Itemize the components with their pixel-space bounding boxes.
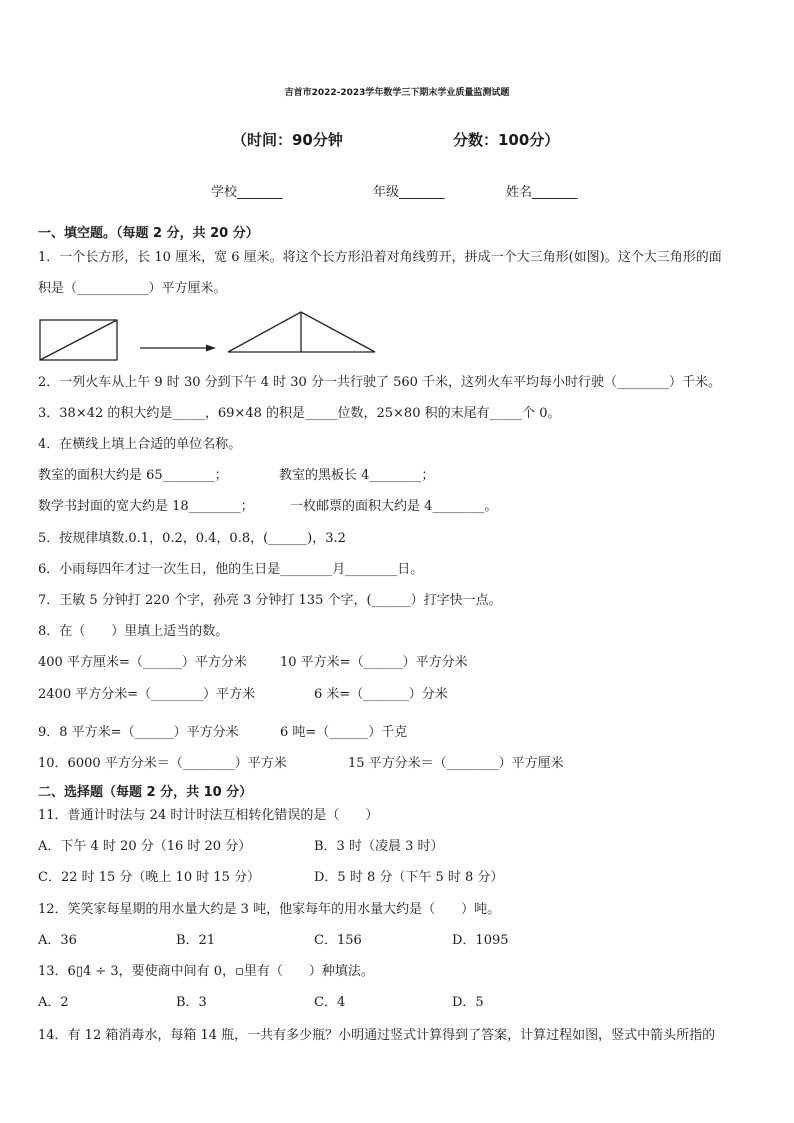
question-3: 3．38×42 的积大约是_____，69×48 的积是_____位数，25×80 积的末尾有_____个 0。 xyxy=(38,406,561,421)
question-14: 14．有 12 箱消毒水，每箱 14 瓶，一共有多少瓶？小明通过竖式计算得到了答案，计算过程如图，竖式中箭头所指的 xyxy=(38,1028,716,1043)
question-11-option-d: D．5 时 8 分（下午 5 时 8 分） xyxy=(314,870,504,885)
section-1-heading: 一、填空题。（每题 2 分，共 20 分） xyxy=(38,226,259,241)
question-13: 13．6▯4 ÷ 3，要使商中间有 0，▫里有（ ）种填法。 xyxy=(38,964,374,979)
exam-title: 吉首市2022-2023学年数学三下期末学业质量监测试题 xyxy=(284,88,510,98)
question-9-b: 6 吨=（______）千克 xyxy=(280,725,408,740)
question-11: 11．普通计时法与 24 时计时法互相转化错误的是（ ） xyxy=(38,808,379,823)
exam-score: 分数：100分） xyxy=(453,131,560,149)
rectangle-to-triangle-figure xyxy=(38,310,378,364)
question-8-a: 400 平方厘米=（______）平方分米 xyxy=(38,655,247,670)
question-12-option-d: D．1095 xyxy=(452,933,509,948)
exam-time: （时间：90分钟 xyxy=(232,131,343,149)
question-11-option-b: B．3 时（凌晨 3 时） xyxy=(314,839,444,854)
question-4-a: 教室的面积大约是 65________； xyxy=(38,468,228,483)
question-6: 6．小雨每四年才过一次生日，他的生日是________月________日。 xyxy=(38,562,424,577)
question-5: 5．按规律填数.0.1，0.2，0.4，0.8，(______)，3.2 xyxy=(38,531,346,546)
question-12: 12．笑笑家每星期的用水量大约是 3 吨，他家每年的用水量大约是（ ）吨。 xyxy=(38,902,501,917)
question-13-option-d: D．5 xyxy=(452,995,484,1010)
diagonal-line xyxy=(40,320,117,360)
question-10-b: 15 平方分米＝（________）平方厘米 xyxy=(348,756,564,771)
question-4: 4．在横线上填上合适的单位名称。 xyxy=(38,437,242,452)
question-12-option-b: B．21 xyxy=(176,933,216,948)
question-13-option-b: B．3 xyxy=(176,995,207,1010)
question-1-line-2: 积是（___________）平方厘米。 xyxy=(38,281,227,296)
question-8-d: 6 米=（_______）分米 xyxy=(314,687,448,702)
question-13-option-c: C．4 xyxy=(314,995,346,1010)
section-2-heading: 二、选择题（每题 2 分，共 10 分） xyxy=(38,785,253,800)
question-4-d: 一枚邮票的面积大约是 4________。 xyxy=(290,499,498,514)
question-7: 7．王敏 5 分钟打 220 个字，孙亮 3 分钟打 135 个字，(______）打字快一点。 xyxy=(38,593,502,608)
school-field: 学校_______ xyxy=(211,185,283,200)
question-10-a: 10．6000 平方分米＝（________）平方米 xyxy=(38,756,287,771)
question-12-option-a: A．36 xyxy=(38,933,77,948)
question-4-b: 教室的黑板长 4________； xyxy=(279,468,435,483)
name-field: 姓名_______ xyxy=(506,185,578,200)
question-4-c: 数学书封面的宽大约是 18________； xyxy=(38,499,254,514)
question-11-option-c: C．22 时 15 分（晚上 10 时 15 分） xyxy=(38,870,261,885)
question-1-line-1: 1．一个长方形，长 10 厘米，宽 6 厘米。将这个长方形沿着对角线剪开，拼成一个大三角形(如图)。这个大三角形的面 xyxy=(38,250,722,265)
question-12-option-c: C．156 xyxy=(314,933,362,948)
grade-field: 年级_______ xyxy=(373,185,445,200)
question-9-a: 9．8 平方米=（______）平方分米 xyxy=(38,725,239,740)
question-8-c: 2400 平方分米=（________）平方米 xyxy=(38,687,256,702)
question-2: 2．一列火车从上午 9 时 30 分到下午 4 时 30 分一共行驶了 560 千米，这列火车平均每小时行驶（________）千米。 xyxy=(38,375,722,390)
question-13-option-a: A．2 xyxy=(38,995,69,1010)
question-11-option-a: A．下午 4 时 20 分（16 时 20 分） xyxy=(38,839,252,854)
arrow-head-icon xyxy=(206,345,216,352)
question-8-b: 10 平方米=（______）平方分米 xyxy=(280,655,468,670)
question-8: 8．在（ ）里填上适当的数。 xyxy=(38,624,229,639)
